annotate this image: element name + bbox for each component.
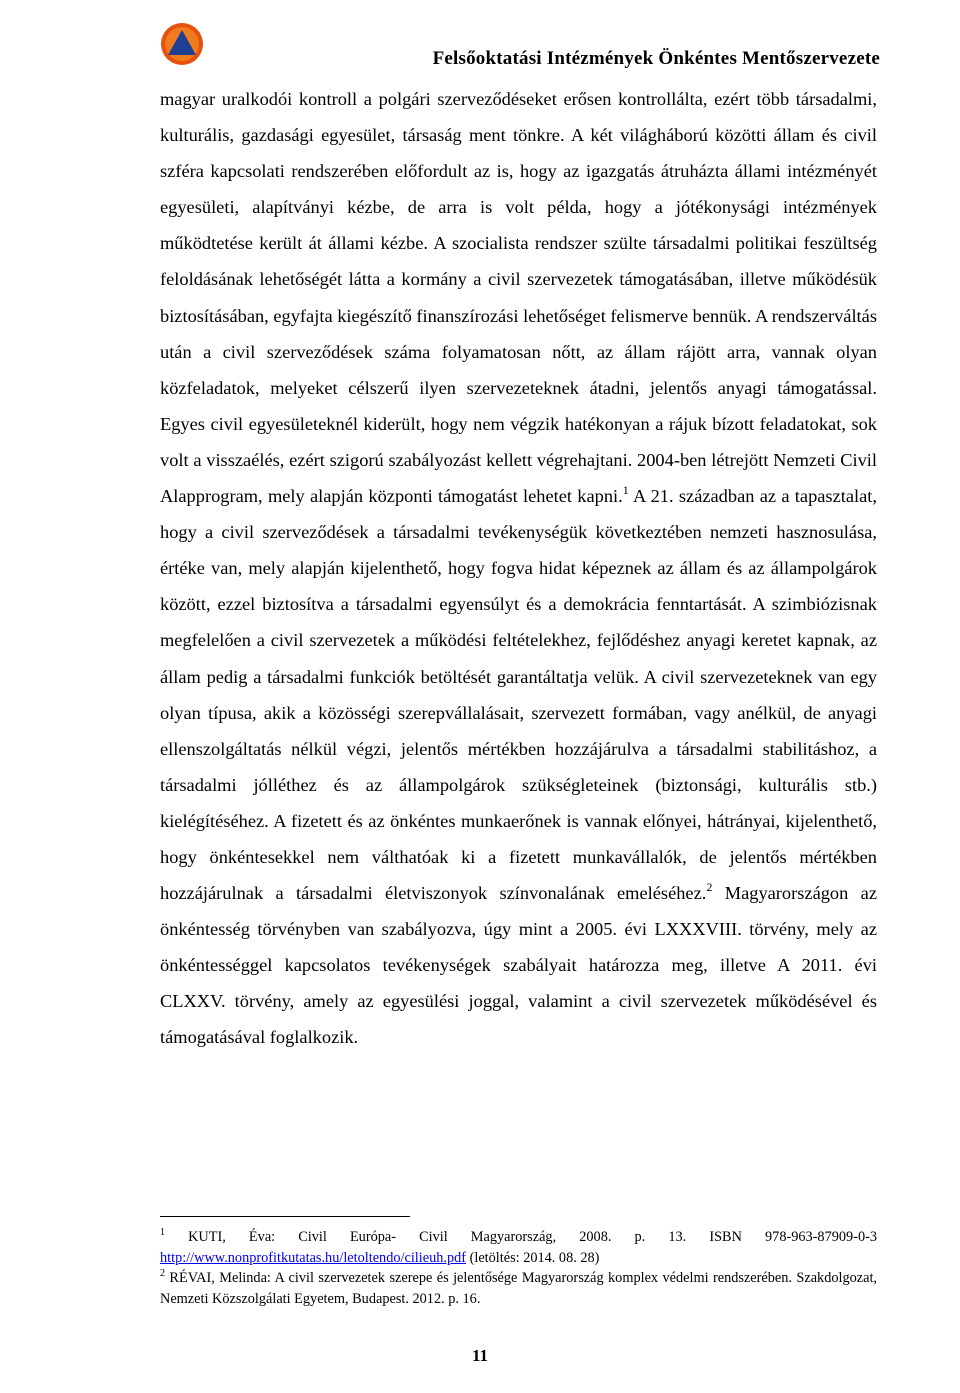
main-paragraph xyxy=(160,81,877,1056)
footnote-ref-2[interactable]: 2 xyxy=(706,879,713,894)
organization-title: Felsőoktatási Intézmények Önkéntes Mentőszervezete xyxy=(432,48,880,69)
footnote-divider xyxy=(160,1216,410,1217)
footnote-1-accessed: (letöltés: 2014. 08. 28) xyxy=(466,1249,600,1266)
footnote-1-text: KUTI, Éva: Civil Európa- Civil Magyarország, 2008. p. 13. ISBN 978-963-87909-0-3 xyxy=(165,1229,877,1245)
footnote-2-number: 2 xyxy=(160,1268,165,1280)
page-number: 11 xyxy=(471,1346,489,1365)
civil-protection-triangle-icon xyxy=(160,22,204,66)
footnote-2 xyxy=(160,1268,877,1309)
page-header xyxy=(160,18,880,74)
paragraph-part-1: magyar uralkodói kontroll a polgári szerveződéseket erősen kontrollálta, ezért több társadalmi, kulturális, gazdasági egyesület, társaság ment tönkre. A két világháború közötti állam és civil szféra kapcsolati rendszerében előfordult az is, hogy az igazgatás átruházta állami intézményét egyesületi, alapítványi kézbe, de arra is volt példa, hogy a jótékonysági intézmények működtetése került át állami kézbe. A szocialista rendszer szülte társadalmi politikai feszültség feloldásának lehetőségét látta a kormány a civil szervezetek támogatásában, illetve működésük biztosításában, egyfajta kiegészítő finanszírozási lehetőséget felismerve bennük. A rendszerváltás után a civil szerveződések száma folyamatosan nőtt, az állam rájött arra, vannak olyan közfeladatok, melyeket célszerű ilyen szervezeteknek átadni, jelentős anyagi támogatással. Egyes civil egyesületeknél kiderült, hogy nem végzik hatékonyan a rájuk bízott feladatokat, sok volt a visszaélés, ezért szigorú szabályozást kellett végrehajtani. 2004-ben létrejött Nemzeti Civil Alapprogram, mely alapján központi támogatást lehetet kapni. xyxy=(160,89,877,507)
footnote-1-link[interactable]: http://www.nonprofitkutatas.hu/letoltendo/cilieuh.pdf xyxy=(160,1249,467,1266)
footnotes xyxy=(160,1227,877,1309)
footnote-ref-1[interactable]: 1 xyxy=(622,482,629,497)
footnote-2-text: RÉVAI, Melinda: A civil szervezetek szerepe és jelentősége Magyarország komplex védelmi rendszerében. Szakdolgozat, Nemzeti Közszolgálati Egyetem, Budapest. 2012. p. 16. xyxy=(160,1270,877,1307)
footnote-1 xyxy=(160,1227,877,1268)
paragraph-part-2: A 21. században az a tapasztalat, hogy a civil szerveződések a társadalmi tevékenységük következtében nemzeti hasznosulása, értéke van, mely alapján kijelenthető, hogy fogva hidat képeznek az állam és az állampolgárok között, ezzel biztosítva a társadalmi egyensúlyt és a demokrácia fenntartását. A szimbiózisnak megfelelően a civil szervezetek a működési feltételekhez, fejlődéshez anyagi keretet kapnak, az állam pedig a társadalmi funkciók betöltését garantáltatja velük. A civil szervezeteknek van egy olyan típusa, akik a közösségi szerepvállalásait, szervezett formában, vagy anélkül, de anyagi ellenszolgáltatás nélkül végzi, jelentős mértékben hozzájárulva a társadalmi stabilitáshoz, a társadalmi jólléthez és az állampolgárok szükségleteinek (biztonsági, kulturális stb.) kielégítéséhez. A fizetett és az önkéntes munkaerőnek is vannak előnyei, hátrányai, kijelenthető, hogy önkéntesekkel nem válthatóak ki a fizetett munkavállalók, de jelentős mértékben hozzájárulnak a társadalmi életviszonyok színvonalának emeléséhez. xyxy=(160,486,877,904)
paragraph-part-3: Magyarországon az önkéntesség törvényben van szabályozva, úgy mint a 2005. évi LXXXVIII. törvény, mely az önkéntességgel kapcsolatos tevékenységek szabályait határozza meg, illetve A 2011. évi CLXXV. törvény, amely az egyesülési joggal, valamint a civil szervezetek működésével és támogatásával foglalkozik. xyxy=(160,883,877,1048)
footnote-1-number: 1 xyxy=(160,1227,165,1239)
